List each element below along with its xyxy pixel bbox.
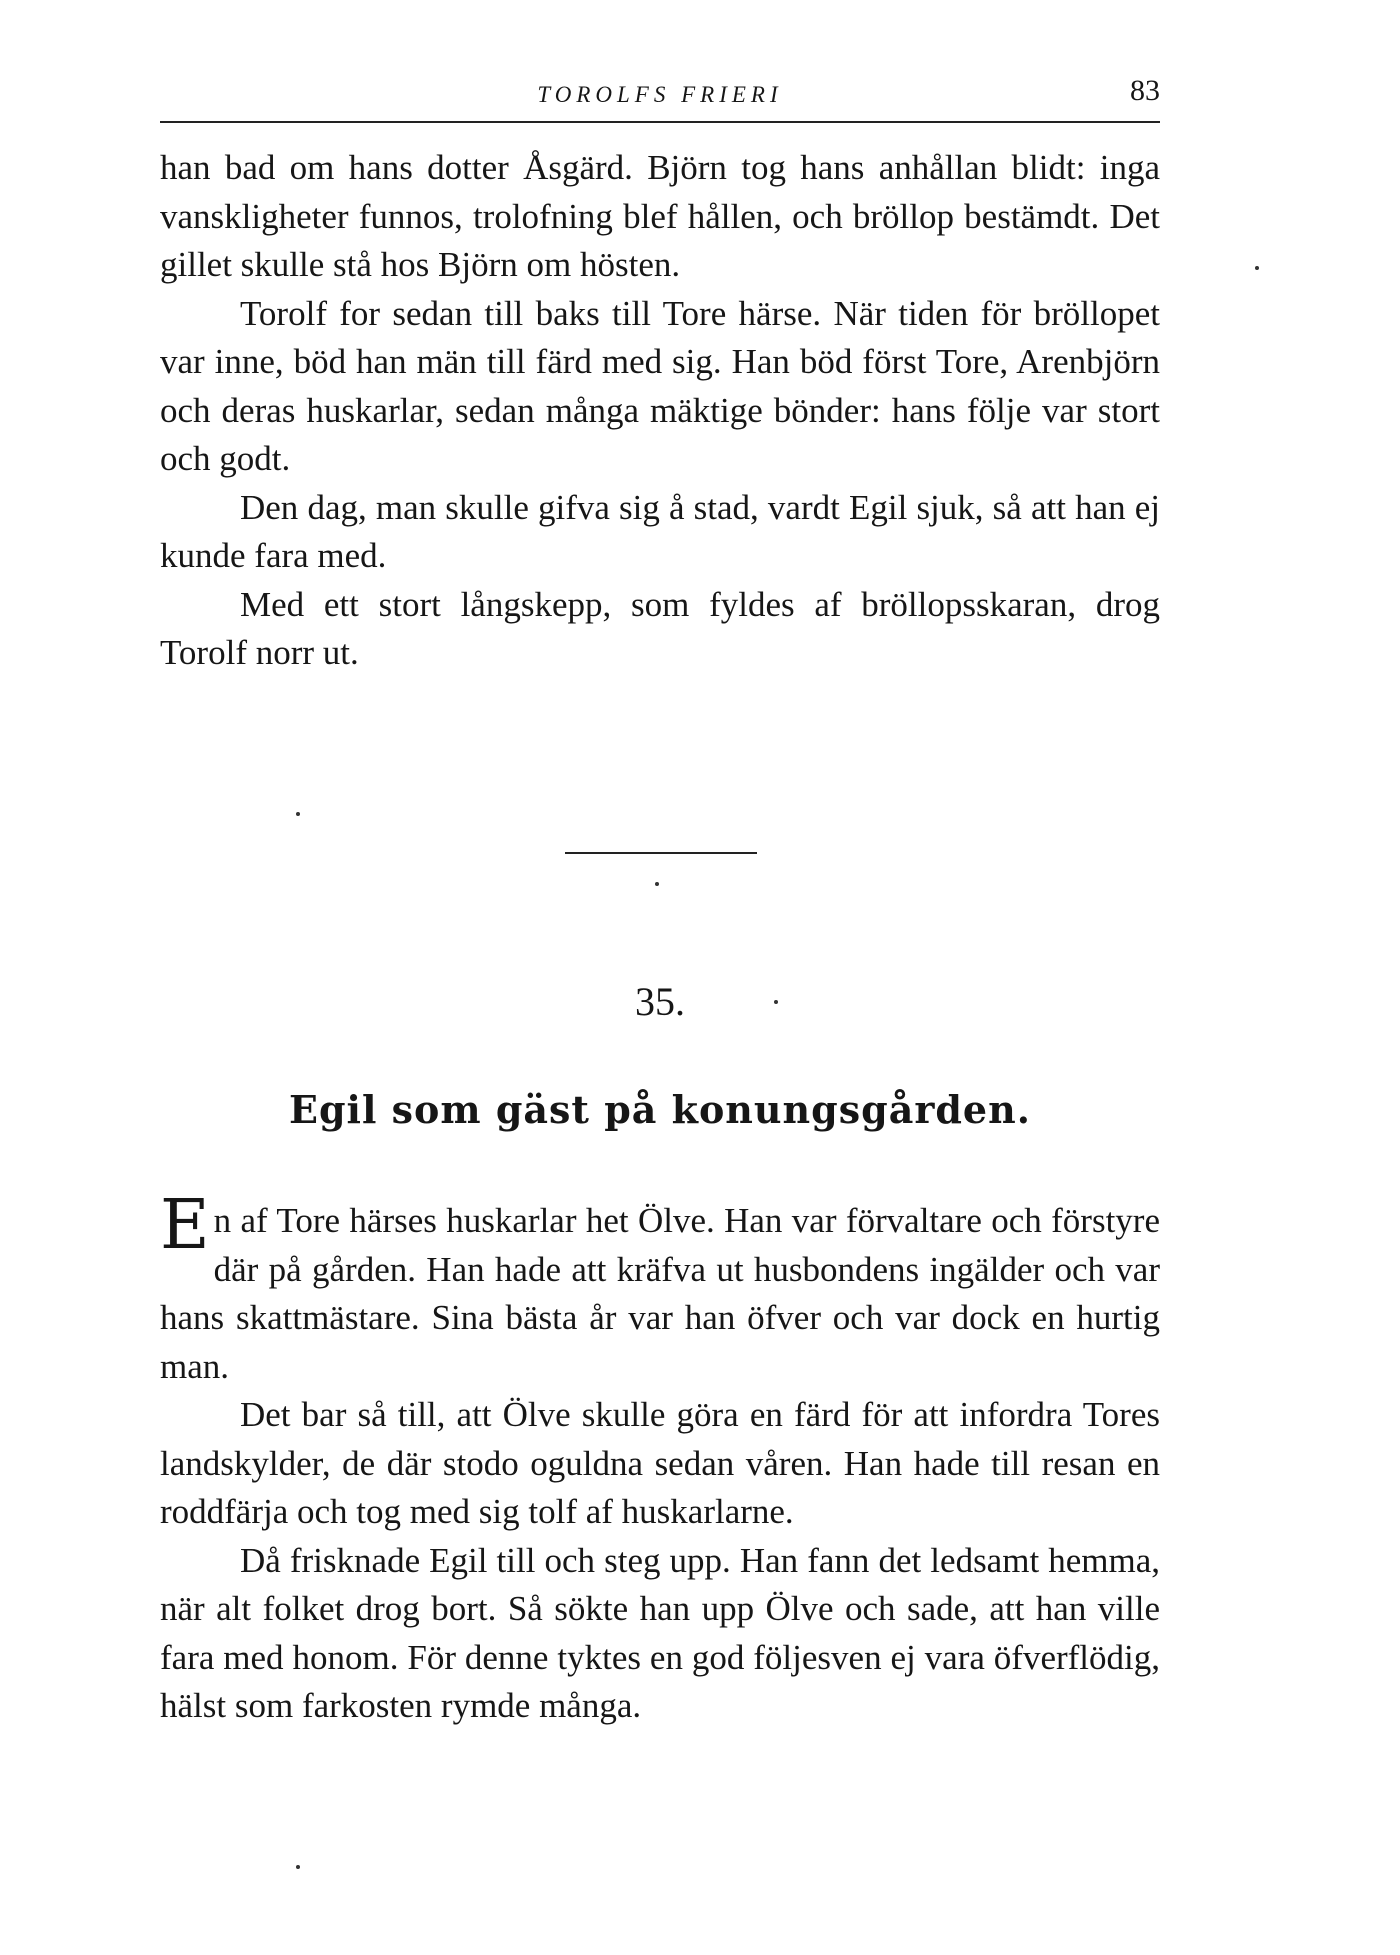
paragraph: Det bar så till, att Ölve skulle göra en färd för att infordra Tores landskylder, de där stodo oguldna sedan våren. Han hade till resan en roddfärja och tog med sig tolf af huskarlarne.: [160, 1395, 1160, 1531]
chapter-number: 35.: [635, 979, 685, 1024]
first-paragraph: [160, 1186, 1160, 1391]
page-number: 83: [1130, 74, 1160, 107]
paragraph: Torolf for sedan till baks till Tore härse. När tiden för bröllopet var inne, böd han män till färd med sig. Han böd först Tore, Arenbjörn och deras huskarlar, sedan många mäktige bönder: hans följe var stort och godt.: [160, 293, 1160, 478]
ink-speck: [296, 812, 300, 816]
chapter-title: Egil som gäst på konungsgården.: [289, 1087, 1031, 1132]
paragraph: Med ett stort långskepp, som fyldes af bröllopsskaran, drog Torolf norr ut.: [160, 584, 1160, 672]
continuation-text: [160, 144, 1160, 678]
running-title: TOROLFS FRIERI: [537, 82, 783, 107]
drop-cap: E: [160, 1186, 210, 1265]
ink-speck: [774, 1000, 778, 1004]
section-divider: [565, 852, 757, 854]
ink-speck: [655, 882, 659, 886]
chapter-text: [160, 1186, 1160, 1731]
paragraph: Då frisknade Egil till och steg upp. Han fann det ledsamt hemma, när alt folket drog bort. Så sökte han upp Ölve och sade, att han ville fara med honom. För denne tyktes en god följesven ej vara öfverflödig, hälst som farkosten rymde många.: [160, 1540, 1160, 1725]
running-header: [160, 74, 1160, 114]
paragraph: han bad om hans dotter Åsgärd. Björn tog hans anhållan blidt: inga vanskligheter funnos, trolofning blef hållen, och bröllop bestämdt. Det gillet skulle stå hos Björn om hösten.: [160, 148, 1160, 284]
first-paragraph-text: n af Tore härses huskarlar het Ölve. Han var förvaltare och förstyre där på gården. Han hade att kräfva ut husbondens ingälder och var hans skattmästare. Sina bästa år var han öfver och var dock en hurtig man.: [160, 1201, 1160, 1386]
ink-speck: [296, 1865, 300, 1869]
ink-speck: [1255, 266, 1259, 270]
paragraph: Den dag, man skulle gifva sig å stad, vardt Egil sjuk, så att han ej kunde fara med.: [160, 487, 1160, 575]
header-rule: [160, 121, 1160, 123]
